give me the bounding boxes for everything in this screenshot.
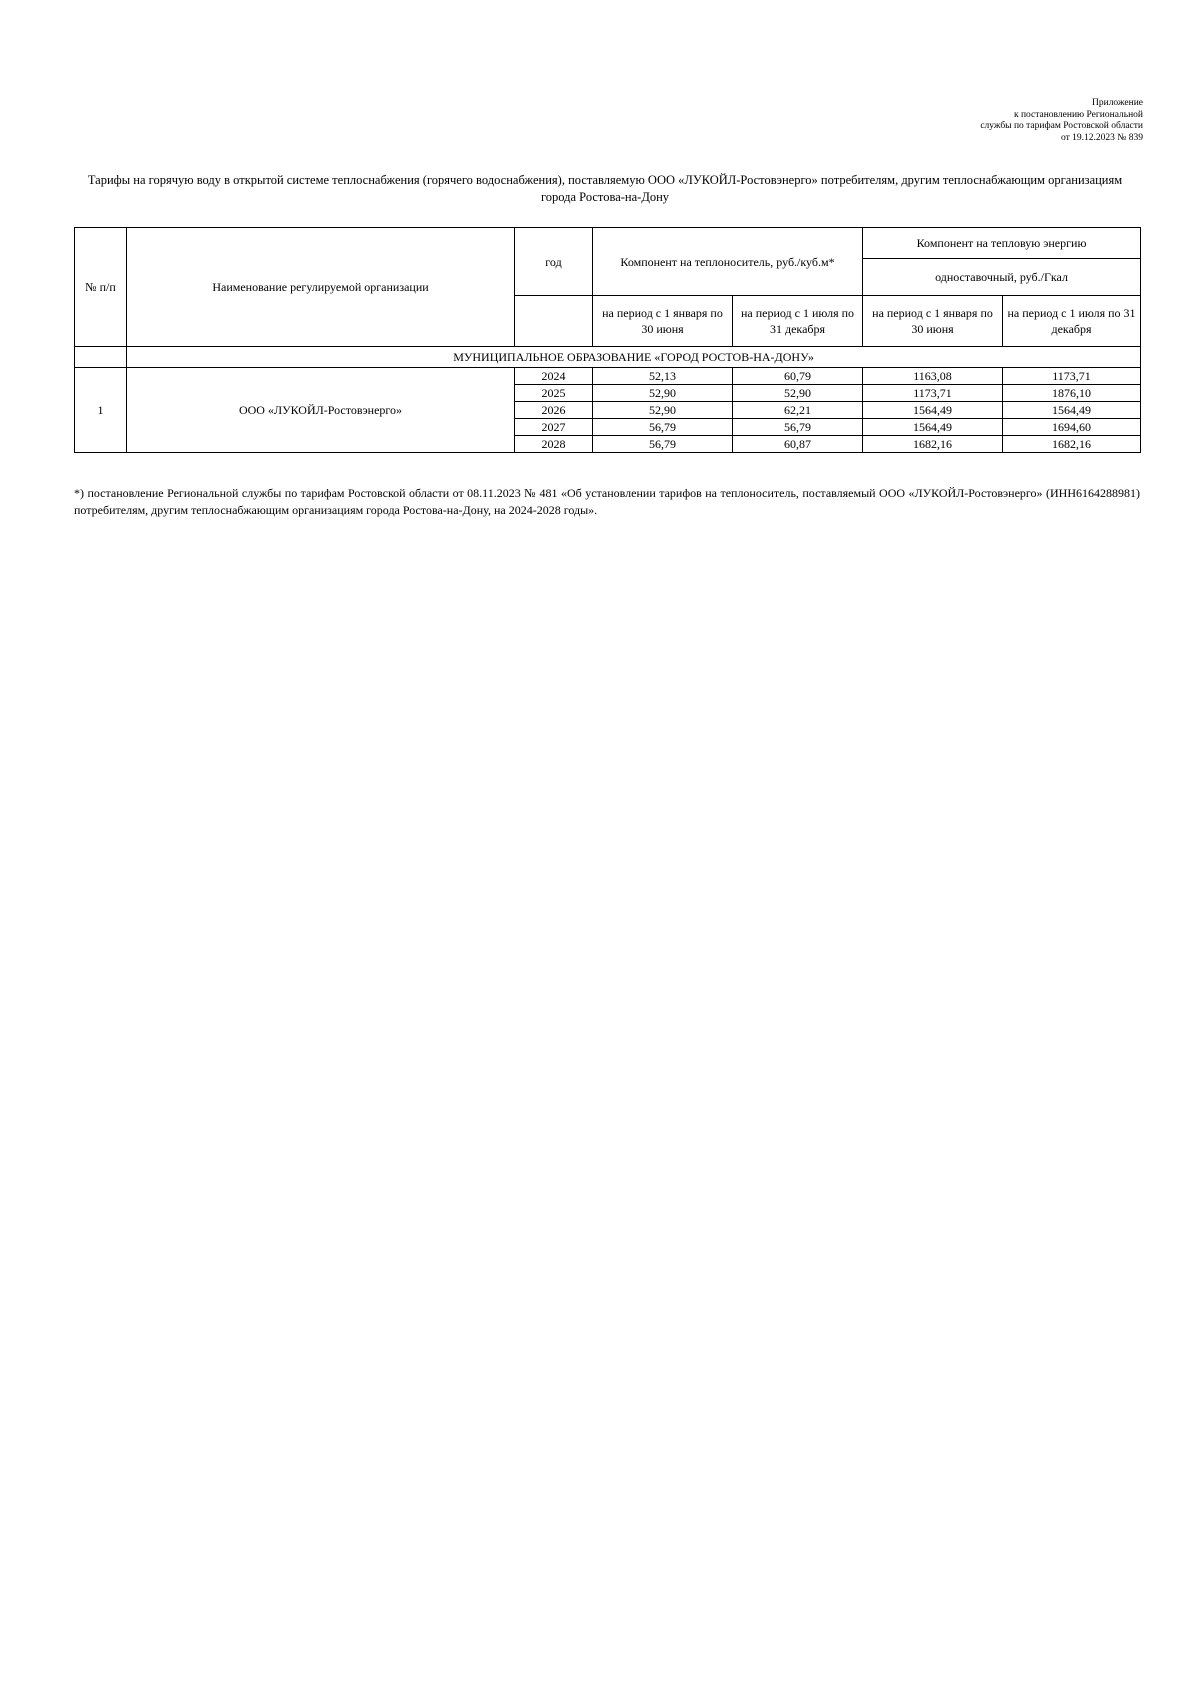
footnote: *) постановление Региональной службы по тарифам Ростовской области от 08.11.2023 № 481 «Об установлении тарифов на теплоноситель, поставляемый ООО «ЛУКОЙЛ-Ростовэнерго» (ИНН6164288981) потребителям, другим теплоснабжающим организациям города Ростова-на-Дону, на 2024-2028 годы».	[74, 486, 1140, 517]
cell-thermal-h1: 1564,49	[863, 402, 1003, 419]
cell-thermal-h2: 1173,71	[1003, 368, 1141, 385]
header-year: год	[515, 228, 593, 296]
header-num: № п/п	[75, 228, 127, 347]
header-thermal-h1: на период с 1 января по 30 июня	[863, 296, 1003, 347]
appendix-line-2: к постановлению Региональной	[1013, 109, 1143, 120]
document-title: Тарифы на горячую воду в открытой системе теплоснабжения (горячего водоснабжения), поставляемую ООО «ЛУКОЙЛ-Ростовэнерго» потребителям, другим теплоснабжающим организациям города Ростова-на-Дону	[87, 173, 1123, 204]
cell-thermal-h2: 1564,49	[1003, 402, 1141, 419]
header-year-empty	[515, 296, 593, 347]
cell-coolant-h2: 62,21	[733, 402, 863, 419]
cell-year: 2024	[515, 368, 593, 385]
cell-coolant-h2: 52,90	[733, 385, 863, 402]
appendix-line-3: службы по тарифам Ростовской области	[980, 121, 1143, 131]
header-coolant-h1: на период с 1 января по 30 июня	[593, 296, 733, 347]
cell-thermal-h1: 1163,08	[863, 368, 1003, 385]
municipality-label: МУНИЦИПАЛЬНОЕ ОБРАЗОВАНИЕ «ГОРОД РОСТОВ-НА-ДОНУ»	[127, 347, 1141, 368]
cell-thermal-h1: 1682,16	[863, 436, 1003, 453]
cell-coolant-h1: 56,79	[593, 419, 733, 436]
cell-coolant-h1: 52,90	[593, 402, 733, 419]
cell-year: 2026	[515, 402, 593, 419]
header-thermal: Компонент на тепловую энергию	[863, 228, 1141, 259]
header-org: Наименование регулируемой организации	[127, 228, 515, 347]
header-coolant: Компонент на теплоноситель, руб./куб.м*	[593, 228, 863, 296]
cell-thermal-h1: 1173,71	[863, 385, 1003, 402]
cell-thermal-h2: 1694,60	[1003, 419, 1141, 436]
cell-coolant-h2: 60,87	[733, 436, 863, 453]
cell-coolant-h1: 56,79	[593, 436, 733, 453]
cell-year: 2027	[515, 419, 593, 436]
cell-coolant-h1: 52,90	[593, 385, 733, 402]
header-coolant-h2: на период с 1 июля по 31 декабря	[733, 296, 863, 347]
cell-year: 2025	[515, 385, 593, 402]
row-number: 1	[75, 368, 127, 453]
tariff-table	[74, 227, 1141, 453]
cell-year: 2028	[515, 436, 593, 453]
header-thermal-h2: на период с 1 июля по 31 декабря	[1003, 296, 1141, 347]
cell-coolant-h2: 60,79	[733, 368, 863, 385]
cell-coolant-h2: 56,79	[733, 419, 863, 436]
header-single-rate: одноставочный, руб./Гкал	[863, 259, 1141, 296]
appendix-header	[843, 98, 1143, 144]
cell-thermal-h1: 1564,49	[863, 419, 1003, 436]
table-row	[75, 368, 1141, 385]
cell-thermal-h2: 1682,16	[1003, 436, 1141, 453]
cell-coolant-h1: 52,13	[593, 368, 733, 385]
org-name: ООО «ЛУКОЙЛ-Ростовэнерго»	[127, 368, 515, 453]
appendix-line-4: от 19.12.2023 № 839	[1061, 132, 1143, 143]
cell-thermal-h2: 1876,10	[1003, 385, 1141, 402]
appendix-line-1: Приложение	[1092, 98, 1143, 108]
municipality-num-empty	[75, 347, 127, 368]
